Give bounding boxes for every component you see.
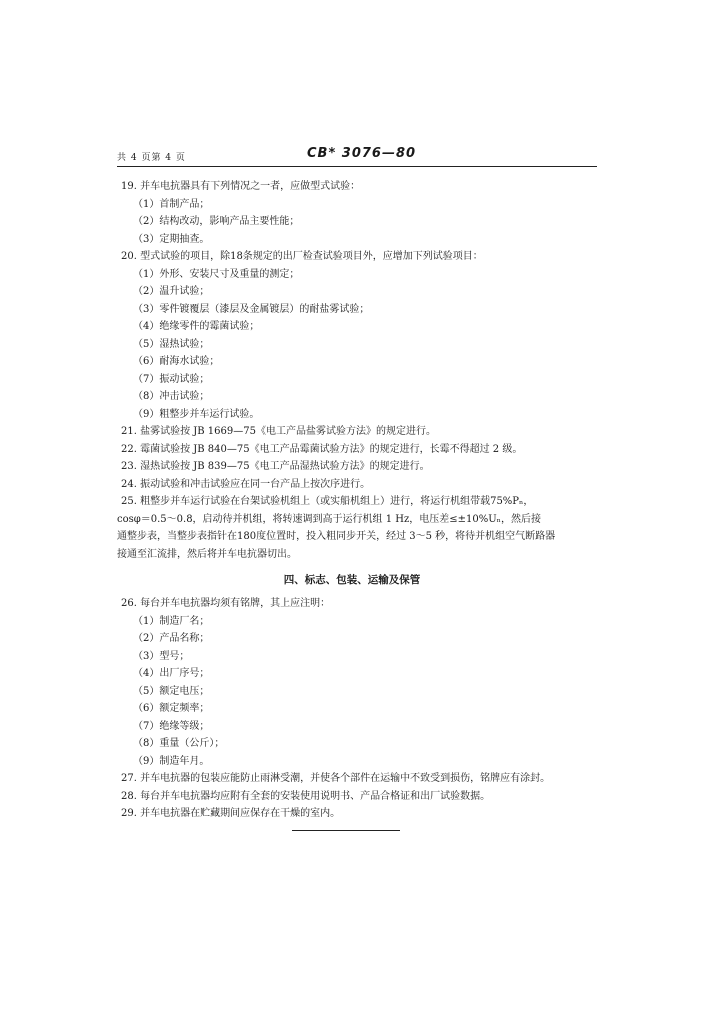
list-item: （8）冲击试验；	[133, 391, 210, 402]
paragraph-line: 20. 型式试验的项目，除18条规定的出厂检查试验项目外，应增加下列试验项目：	[121, 251, 483, 262]
standard-number: CB* 3076—80	[307, 146, 417, 161]
paragraph-line: cosφ＝0.5～0.8，启动待并机组，将转速调到高于运行机组 1 Hz，电压差≤±10%Uₙ，然后接	[117, 513, 542, 525]
header-rule	[117, 166, 597, 167]
list-item: （5）额定电压；	[133, 685, 210, 697]
list-item: （5）湿热试验；	[133, 338, 210, 350]
list-item: （6）额定频率；	[133, 703, 210, 714]
page-header	[117, 148, 597, 164]
page-count: 共 4 页第 4 页	[117, 153, 186, 163]
list-item: （2）温升试验；	[133, 286, 210, 297]
end-rule	[292, 830, 400, 831]
section-heading: 四、标志、包装、运输及保管	[283, 574, 421, 586]
list-item: （6）耐海水试验；	[133, 356, 220, 367]
paragraph-line: 27. 并车电抗器的包装应能防止雨淋受潮，并使各个部件在运输中不致受到损伤，铭牌应有涂封。	[121, 773, 551, 784]
paragraph-line: 28. 每台并车电抗器均应附有全套的安装使用说明书、产品合格证和出厂试验数据。	[121, 790, 491, 802]
list-item: （7）振动试验；	[133, 373, 210, 385]
paragraph-line: 接通至汇流排，然后将并车电抗器切出。	[117, 548, 297, 560]
list-item: （2）结构改动，影响产品主要性能；	[133, 216, 300, 227]
list-item: （8）重量（公斤）；	[133, 738, 225, 749]
list-item: （9）制造年月。	[133, 755, 210, 767]
paragraph-line: 26. 每台并车电抗器均须有铭牌，其上应注明：	[121, 598, 331, 609]
paragraph-line: 通整步表，当整步表指针在180度位置时，投入粗同步开关，经过 3～5 秒，将待并机组空气断路器	[117, 531, 556, 542]
document-body	[117, 178, 587, 823]
list-item: （1）首制产品；	[133, 198, 210, 210]
paragraph-line: 23. 湿热试验按 JB 839—75《电工产品湿热试验方法》的规定进行。	[121, 461, 430, 472]
list-item: （4）绝缘零件的霉菌试验；	[133, 321, 260, 332]
list-item: （3）零件镀覆层（漆层及金属镀层）的耐盐雾试验；	[133, 303, 370, 315]
paragraph-line: 19. 并车电抗器具有下列情况之一者，应做型式试验：	[121, 181, 361, 192]
list-item: （3）型号；	[133, 650, 190, 662]
paragraph-line: 22. 霉菌试验按 JB 840—75《电工产品霉菌试验方法》的规定进行，长霉不得超过 2 级。	[121, 443, 523, 455]
list-item: （7）绝缘等级；	[133, 720, 210, 732]
list-item: （3）定期抽查。	[133, 233, 210, 245]
list-item: （1）外形、安装尺寸及重量的测定；	[133, 268, 300, 280]
paragraph-line: 29. 并车电抗器在贮藏期间应保存在干燥的室内。	[121, 808, 341, 819]
list-item: （1）制造厂名；	[133, 615, 210, 627]
paragraph-line: 21. 盐雾试验按 JB 1669—75《电工产品盐雾试验方法》的规定进行。	[121, 426, 436, 437]
list-item: （4）出厂序号；	[133, 668, 210, 679]
paragraph-line: 25. 粗整步并车运行试验在台架试验机组上（或实船机组上）进行，将运行机组带载75%Pₙ，	[121, 496, 534, 507]
paragraph-line: 24. 振动试验和冲击试验应在同一台产品上按次序进行。	[121, 478, 371, 490]
list-item: （9）粗整步并车运行试验。	[133, 408, 260, 420]
list-item: （2）产品名称；	[133, 633, 210, 644]
